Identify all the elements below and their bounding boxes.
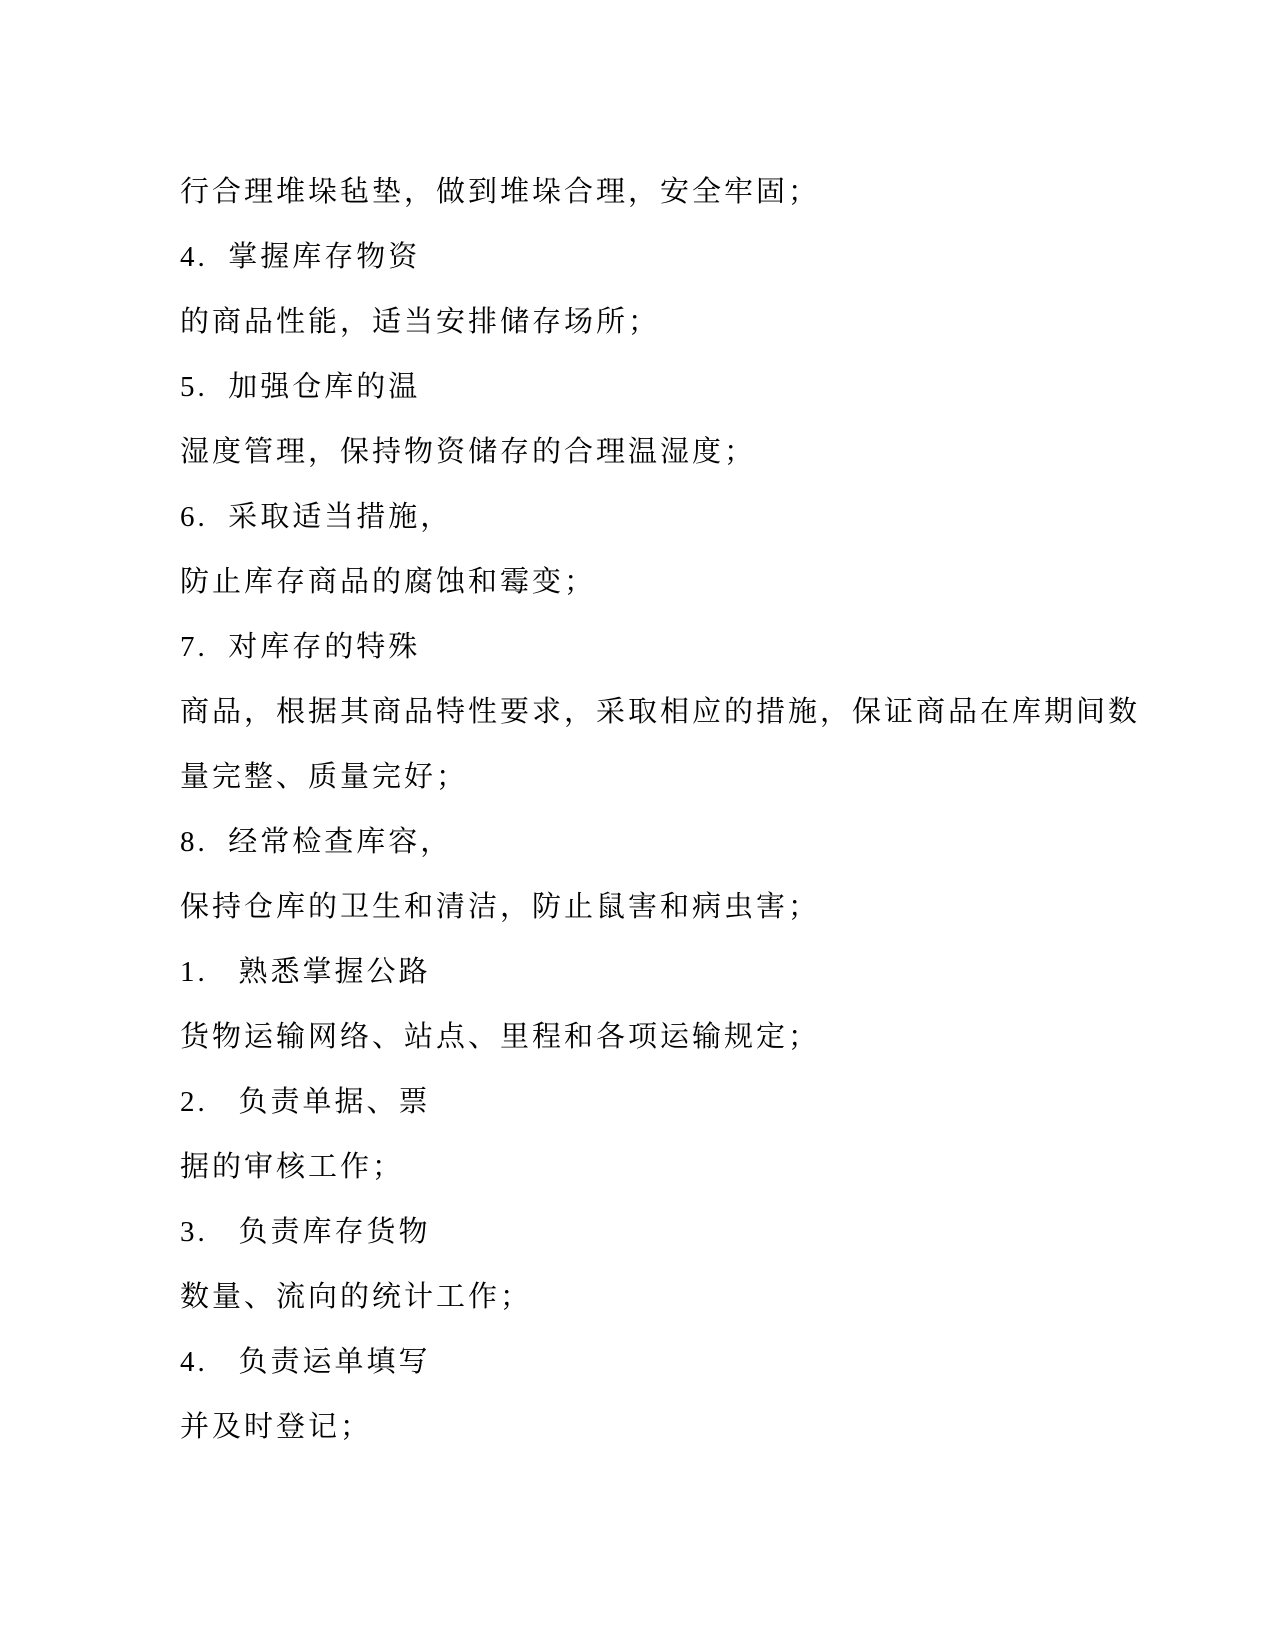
doc-line-8: 7. 对库存的特殊 xyxy=(180,631,421,663)
doc-line-1: 行合理堆垛毡垫，做到堆垛合理，安全牢固； xyxy=(180,176,821,208)
doc-line-14: 货物运输网络、站点、里程和各项运输规定； xyxy=(180,1021,821,1053)
doc-line-20: 并及时登记； xyxy=(180,1411,373,1443)
doc-line-6: 6. 采取适当措施， xyxy=(180,501,453,533)
doc-line-19: 4. 负责运单填写 xyxy=(180,1346,431,1378)
doc-line-13: 1. 熟悉掌握公路 xyxy=(180,956,431,988)
doc-line-15: 2. 负责单据、票 xyxy=(180,1086,431,1118)
doc-line-17: 3. 负责库存货物 xyxy=(180,1216,431,1248)
doc-line-4: 5. 加强仓库的温 xyxy=(180,371,421,403)
doc-line-7: 防止库存商品的腐蚀和霉变； xyxy=(180,566,597,598)
doc-line-11: 8. 经常检查库容， xyxy=(180,826,453,858)
doc-line-16: 据的审核工作； xyxy=(180,1151,405,1183)
doc-line-5: 湿度管理，保持物资储存的合理温湿度； xyxy=(180,436,757,468)
doc-line-10: 量完整、质量完好； xyxy=(180,761,469,793)
doc-line-3: 的商品性能，适当安排储存场所； xyxy=(180,306,661,338)
doc-line-12: 保持仓库的卫生和清洁，防止鼠害和病虫害； xyxy=(180,891,821,923)
doc-line-9: 商品，根据其商品特性要求，采取相应的措施，保证商品在库期间数 xyxy=(180,696,1141,728)
doc-line-18: 数量、流向的统计工作； xyxy=(180,1281,533,1313)
doc-line-2: 4. 掌握库存物资 xyxy=(180,241,421,273)
